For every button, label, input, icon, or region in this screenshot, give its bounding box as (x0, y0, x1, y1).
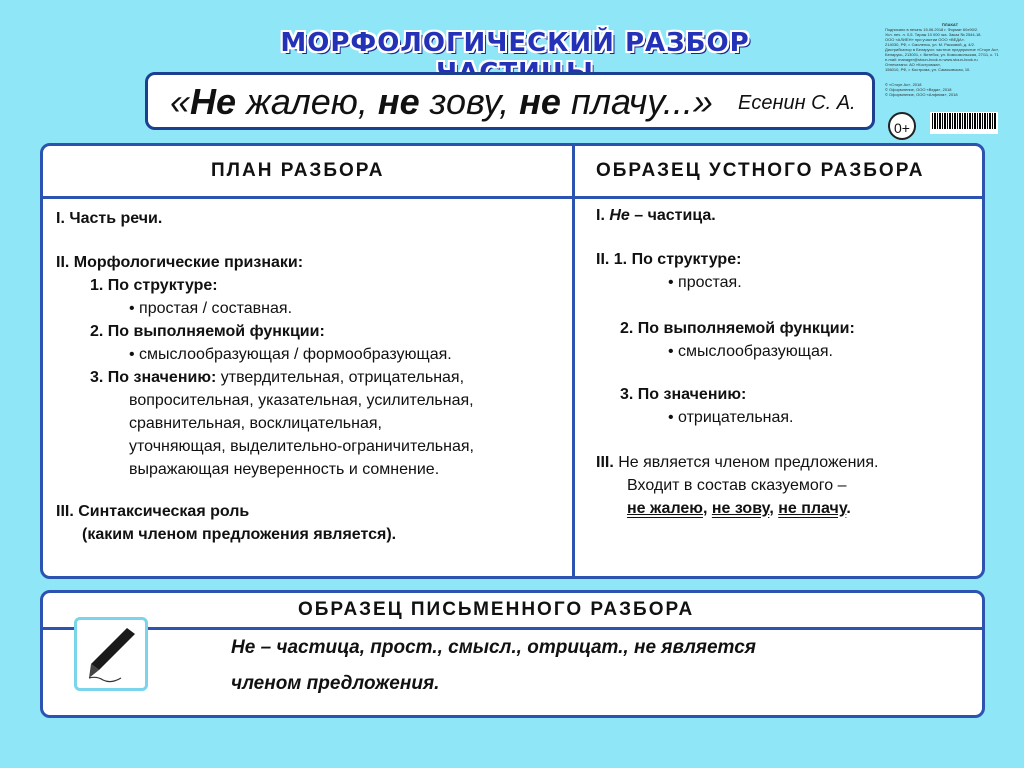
plan-syntax-role-note: (каким членом предложения является). (82, 526, 397, 543)
quote-open: « (170, 81, 191, 122)
plan-meaning-values: сравнительная, восклицательная, (129, 415, 382, 432)
sample-structure: II. 1. По структуре: (596, 251, 742, 268)
sample-meaning-value: • отрицательная. (668, 409, 794, 426)
plan-meaning-values: выражающая неуверенность и сомнение. (129, 461, 440, 478)
plan-function: 2. По выполняемой функции: (90, 323, 325, 340)
sample-part-of-speech (596, 204, 716, 227)
pub-line: Беларусь, 213001, г. Витебск, ул. Комсомольская, 27/11, к. 71 (885, 52, 999, 57)
sample-particle-word: Не (609, 207, 630, 224)
pub-line: Усл. печ. л. 0,5. Тираж 10 000 экз. Заказ № 2544-18. (885, 32, 982, 37)
quote-part-2: зову, (419, 81, 520, 122)
written-line-2: членом предложения. (231, 673, 440, 694)
publisher-info (885, 22, 1015, 97)
sample-function-value: • смыслообразующая. (668, 343, 833, 360)
plan-meaning (90, 366, 464, 389)
quote-particle-1: Не (190, 81, 237, 122)
pub-line: e-mail: manager@stoun-book.ru www.stoun-book.ru (885, 57, 978, 62)
sample-particle-label: – частица. (629, 207, 716, 224)
plan-morph-features: II. Морфологические признаки: (56, 254, 304, 271)
sample-meaning: 3. По значению: (620, 386, 747, 403)
plan-syntax-role: III. Синтаксическая роль (56, 503, 250, 520)
predicate-word-1: не жалею (627, 500, 703, 517)
written-line-1: Не – частица, прост., смысл., отрицат., не является (231, 637, 756, 658)
written-header: ОБРАЗЕЦ ПИСЬМЕННОГО РАЗБОРА (298, 599, 695, 620)
predicate-separator: , (769, 500, 779, 517)
predicate-word-2: не зову (711, 500, 770, 517)
sample-numeral: I. (596, 207, 610, 224)
sample-predicate-note: Входит в состав сказуемого – (627, 477, 847, 494)
sample-header: ОБРАЗЕЦ УСТНОГО РАЗБОРА (596, 160, 925, 181)
pub-line: Дистрибьютор в Беларуси: частное предприятие «Стоун Ас», (885, 47, 1000, 52)
written-analysis-box (40, 590, 985, 718)
quote-part-3: плачу...» (560, 81, 713, 122)
sample-syntax-numeral: III. (596, 454, 614, 471)
pub-line: 214030, РФ, г. Смоленск, ул. М. Расковой, д. 4/2. (885, 42, 975, 47)
pub-line: Отпечатано: АО «Костромка», (885, 62, 942, 67)
quote-author: Есенин С. А. (738, 92, 856, 114)
plan-meaning-label: 3. По значению: (90, 369, 217, 386)
quote-part-1: жалею, (236, 81, 378, 122)
plan-structure-values: • простая / составная. (129, 300, 293, 317)
pub-line: Подписано в печать 15.06.2018 г. Формат 60х90/2. (885, 27, 979, 32)
age-rating-badge: 0+ (888, 112, 916, 140)
plan-part-of-speech: I. Часть речи. (56, 210, 163, 227)
column-divider (572, 146, 575, 576)
predicate-separator: , (702, 500, 712, 517)
pen-icon (74, 617, 148, 691)
written-header-row (43, 593, 982, 630)
page-title: МОРФОЛОГИЧЕСКИЙ РАЗБОР (280, 28, 750, 58)
pub-line: 156010, РФ, г. Кострома, ул. Самоковская, 10. (885, 67, 971, 72)
quote-particle-3: не (519, 81, 561, 122)
quote-box (145, 72, 875, 130)
plan-structure: 1. По структуре: (90, 277, 218, 294)
plan-function-values: • смыслообразующая / формообразующая. (129, 346, 452, 363)
plan-meaning-values: уточняющая, выделительно-ограничительная, (129, 438, 474, 455)
plan-meaning-values: утвердительная, отрицательная, (216, 369, 465, 386)
pub-line: © Оформление, ООО «Алфеим», 2018 (885, 92, 958, 97)
pub-line: © Оформление, ООО «Веда», 2018 (885, 87, 952, 92)
analysis-table (40, 143, 985, 579)
sample-syntax-text: Не является членом предложения. (613, 454, 879, 471)
predicate-word-3: не плачу (778, 500, 847, 517)
predicate-end: . (846, 500, 851, 517)
sample-function: 2. По выполняемой функции: (620, 320, 855, 337)
quote-particle-2: не (377, 81, 420, 122)
sample-syntax-role (596, 451, 878, 474)
pub-line: © «Стоун Ас», 2018 (885, 82, 922, 87)
sample-structure-value: • простая. (668, 274, 742, 291)
sample-predicate-words (627, 497, 851, 520)
quote-text (170, 81, 713, 123)
barcode-icon (930, 112, 998, 134)
pub-line: ООО «АЛИЕН» при участии ООО «ВЕДА». (885, 37, 965, 42)
pub-line: ПЛАКАТ (941, 22, 959, 27)
plan-meaning-values: вопросительная, указательная, усилительная, (129, 392, 474, 409)
plan-header: ПЛАН РАЗБОРА (211, 160, 385, 181)
